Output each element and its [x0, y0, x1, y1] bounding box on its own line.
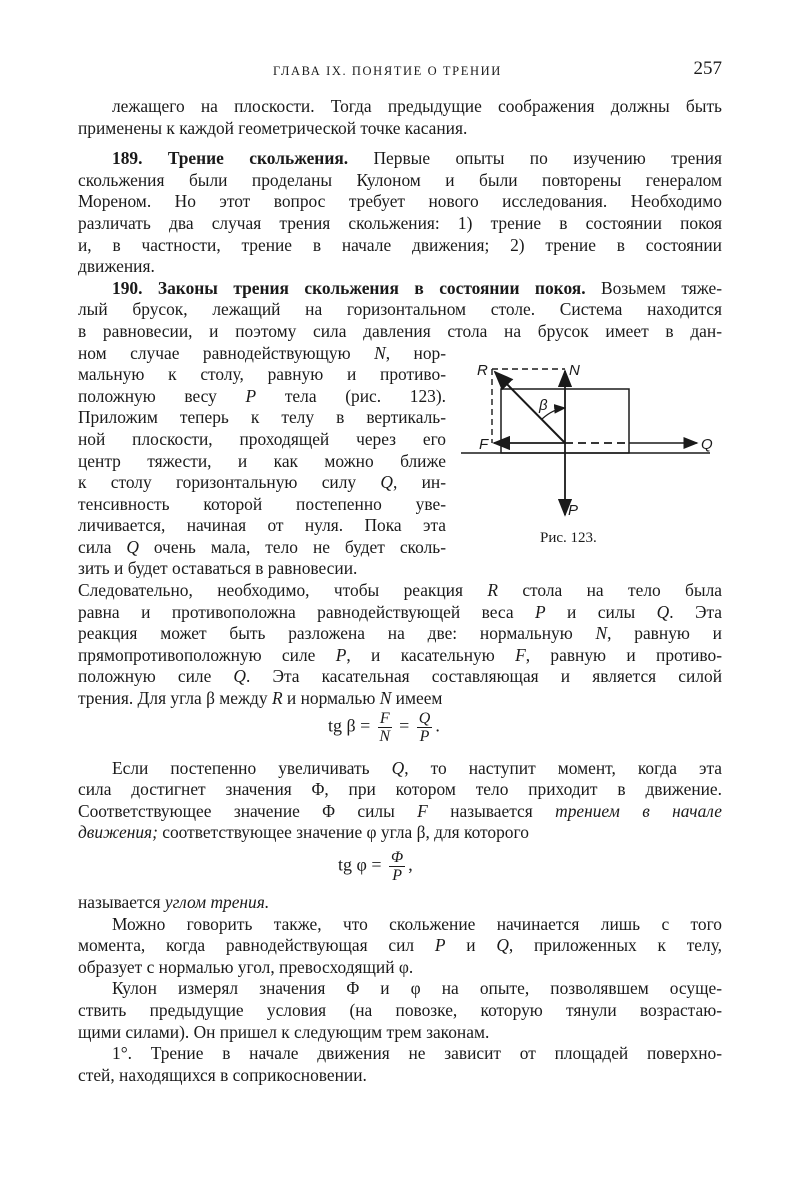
- text-line: [78, 235, 722, 257]
- formula-tg-phi: [78, 844, 722, 892]
- text-run: Можно говорить также, что скольжение начинается лишь с того: [112, 913, 722, 934]
- label-r: R: [477, 362, 488, 379]
- denominator: N: [379, 727, 391, 745]
- text-run: трения. Для угла β между: [78, 688, 272, 709]
- text-line: [78, 537, 446, 559]
- text-run: в равновесии, и поэтому сила давления стола на брусок имеет в дан-: [78, 320, 722, 341]
- text-run: очень мала, тело не будет сколь-: [138, 536, 446, 557]
- text-run: движения.: [78, 256, 155, 277]
- paragraph: [78, 758, 722, 844]
- text-line: [78, 494, 446, 516]
- page-body: [78, 96, 722, 1086]
- figure-caption: Рис. 123.: [540, 530, 597, 546]
- italic-text: Q: [126, 536, 139, 557]
- text-line: [78, 645, 722, 667]
- fraction-phi-p: [389, 849, 405, 884]
- text-line: [78, 343, 446, 365]
- text-run: Мореном. Но этот вопрос требует нового исследования. Необходимо: [78, 191, 722, 212]
- text-run: Первые опыты по изучению трения: [348, 148, 722, 169]
- text-line: [78, 801, 722, 823]
- text-run: различать два случая трения скольжения: 1) трение в состоянии покоя: [78, 212, 722, 233]
- text-run: Кулон измерял значения Φ и φ на опыте, позволявшем осуще-: [112, 978, 722, 999]
- denominator: P: [392, 867, 403, 884]
- numerator: Q: [418, 709, 431, 727]
- section-heading: 190. Законы трения скольжения в состоянии покоя.: [112, 277, 586, 298]
- text-run: лежащего на плоскости. Тогда предыдущие соображения должны быть: [112, 96, 722, 116]
- text-line: [78, 299, 722, 321]
- period: .: [435, 715, 440, 736]
- force-r-arrow: [495, 372, 565, 443]
- text-run: и силы: [545, 601, 657, 622]
- text-line: [78, 364, 446, 386]
- text-line: [78, 118, 722, 140]
- text-line: [78, 1022, 722, 1044]
- text-run: и нормалью: [282, 688, 380, 709]
- paragraph: [78, 914, 722, 979]
- fraction-f-n: [378, 710, 392, 745]
- text-run: центр тяжести, и как можно ближе: [78, 450, 446, 471]
- text-line: [78, 558, 446, 580]
- text-line: [78, 758, 722, 780]
- text-run: реакция может быть разложена на две: нормальную: [78, 623, 596, 644]
- formula-lhs: tg φ =: [338, 854, 382, 875]
- label-beta: β: [539, 397, 548, 414]
- italic-text: N: [374, 342, 386, 363]
- text-run: стей, находящихся в соприкосновении.: [78, 1064, 367, 1085]
- text-run: . Эта: [669, 601, 722, 622]
- text-line: [78, 148, 722, 170]
- text-line: [78, 386, 446, 408]
- text-run: и: [445, 935, 497, 956]
- text-line: [78, 213, 722, 235]
- text-run: ствить предыдущие условия (на повозке, которую тянули возрастаю-: [78, 999, 722, 1020]
- italic-text: P: [335, 644, 347, 665]
- text-run: образует с нормалью угол, превосходящий φ.: [78, 956, 414, 977]
- text-run: , то наступит момент, когда эта: [404, 757, 722, 778]
- italic-text: N: [379, 688, 392, 709]
- chapter-title: ГЛАВА IX. ПОНЯТИЕ О ТРЕНИИ: [273, 64, 502, 78]
- text-run: мальную к столу, равную и противо-: [78, 364, 446, 385]
- text-section-3: [78, 892, 722, 1086]
- figure-123-diagram: [455, 355, 735, 555]
- text-line: [78, 321, 722, 343]
- text-run: прямопротивоположную силе: [78, 644, 336, 665]
- text-run: 1°. Трение в начале движения не зависит от площадей поверхно-: [112, 1043, 722, 1064]
- text-line: [78, 914, 722, 936]
- italic-text: Q: [656, 601, 670, 622]
- italic-text: F: [515, 644, 526, 665]
- paragraph: [78, 1043, 722, 1086]
- paragraph: [78, 148, 722, 278]
- label-p: P: [568, 502, 579, 519]
- text-line: [78, 451, 446, 473]
- text-run: применены к каждой геометрической точке касания.: [78, 117, 468, 138]
- text-line: [78, 978, 722, 1000]
- text-run: , равную и: [607, 623, 722, 644]
- equals-sign: =: [399, 715, 410, 736]
- text-line: [78, 1043, 722, 1065]
- paragraph: [78, 978, 722, 1043]
- text-line: [78, 191, 722, 213]
- numerator: F: [379, 709, 390, 727]
- section-heading: 189. Трение скольжения.: [112, 148, 349, 169]
- italic-text: Q: [380, 472, 393, 493]
- text-line: [78, 623, 722, 645]
- paragraph: [78, 892, 722, 914]
- paragraph: [78, 96, 722, 139]
- text-line: [78, 170, 722, 192]
- text-run: называется: [427, 800, 556, 821]
- numerator: Φ: [391, 849, 404, 866]
- text-line: [78, 688, 722, 710]
- text-line: [78, 957, 722, 979]
- comma: ,: [408, 854, 413, 875]
- fraction-q-p: [417, 710, 433, 745]
- label-f: F: [479, 436, 489, 453]
- text-run: положную силе: [78, 666, 234, 687]
- text-run: Соответствующее значение Φ силы: [78, 800, 418, 821]
- italic-text: углом трения.: [164, 892, 270, 912]
- text-run: щими силами). Он пришел к следующим трем законам.: [78, 1021, 490, 1042]
- paragraph: [78, 580, 722, 710]
- text-run: . Эта касательная составляющая и является силой: [245, 666, 722, 687]
- text-run: скольжения были проделаны Кулоном и были повторены генералом: [78, 169, 722, 190]
- denominator: P: [419, 727, 430, 745]
- formula-tg-beta: [78, 710, 722, 754]
- text-run: ном случае равнодействующую: [78, 342, 375, 363]
- text-run: соответствующее значение φ угла β, для которого: [157, 822, 529, 843]
- formula-lhs: tg β =: [328, 715, 371, 736]
- italic-text: движения;: [78, 822, 158, 843]
- running-header: [78, 58, 722, 86]
- text-run: к столу горизонтальную силу: [78, 472, 381, 493]
- italic-text: R: [271, 688, 283, 709]
- paragraph: [78, 278, 722, 343]
- text-run: и, в частности, трение в начале движения; 2) трение в состоянии: [78, 234, 722, 255]
- text-run: Следовательно, необходимо, чтобы реакция: [78, 580, 488, 601]
- text-line: [78, 256, 722, 278]
- text-run: Приложим теперь к телу в вертикаль-: [78, 407, 446, 428]
- text-run: , нор-: [385, 342, 446, 363]
- text-run: называется: [78, 892, 165, 912]
- italic-text: Q: [496, 935, 509, 956]
- italic-text: R: [487, 580, 498, 601]
- text-run: равна и противоположна равнодействующей веса: [78, 601, 535, 622]
- text-line: [78, 892, 722, 914]
- text-run: , приложенных к телу,: [508, 935, 722, 956]
- text-run: сила достигнет значения Φ, при котором тело приходит в движение.: [78, 779, 722, 800]
- text-line: [78, 278, 722, 300]
- italic-text: Q: [391, 757, 405, 778]
- text-line: [78, 935, 722, 957]
- text-line: [78, 1000, 722, 1022]
- text-run: , ин-: [392, 472, 446, 493]
- text-line: [78, 580, 722, 602]
- label-q: Q: [701, 436, 713, 453]
- text-line: [78, 666, 722, 688]
- label-n: N: [569, 362, 580, 379]
- text-section-2: [78, 758, 722, 844]
- text-run: момента, когда равнодействующая сил: [78, 935, 435, 956]
- text-run: имеем: [391, 688, 443, 709]
- text-run: Если постепенно увеличивать: [112, 757, 392, 778]
- italic-text: трением в начале: [555, 800, 722, 821]
- italic-text: F: [417, 800, 428, 821]
- italic-text: N: [595, 623, 608, 644]
- italic-text: P: [434, 935, 446, 956]
- text-run: лый брусок, лежащий на горизонтальном столе. Система находится: [78, 299, 722, 320]
- text-line: [78, 602, 722, 624]
- italic-text: P: [245, 385, 257, 406]
- text-line: [78, 515, 446, 537]
- text-run: тела (рис. 123).: [256, 385, 446, 406]
- text-run: , и касательную: [346, 644, 516, 665]
- text-run: положную весу: [78, 385, 246, 406]
- italic-text: Q: [233, 666, 246, 687]
- text-run: , равную и противо-: [525, 644, 722, 665]
- text-line: [78, 1065, 722, 1087]
- page-number: 257: [693, 58, 722, 79]
- text-run: тенсивность которой постепенно уве-: [78, 493, 446, 514]
- text-run: Возьмем тяже-: [585, 277, 722, 298]
- italic-text: P: [535, 601, 546, 622]
- text-run: зить и будет оставаться в равновесии.: [78, 558, 358, 579]
- text-line: [78, 472, 446, 494]
- text-run: личивается, начиная от нуля. Пока эта: [78, 515, 446, 536]
- text-line: [78, 96, 722, 118]
- text-run: сила: [78, 536, 127, 557]
- text-line: [78, 407, 446, 429]
- text-line: [78, 429, 446, 451]
- text-line: [78, 822, 722, 844]
- text-run: стола на тело была: [497, 580, 722, 601]
- text-run: ной плоскости, проходящей через его: [78, 428, 446, 449]
- text-line: [78, 779, 722, 801]
